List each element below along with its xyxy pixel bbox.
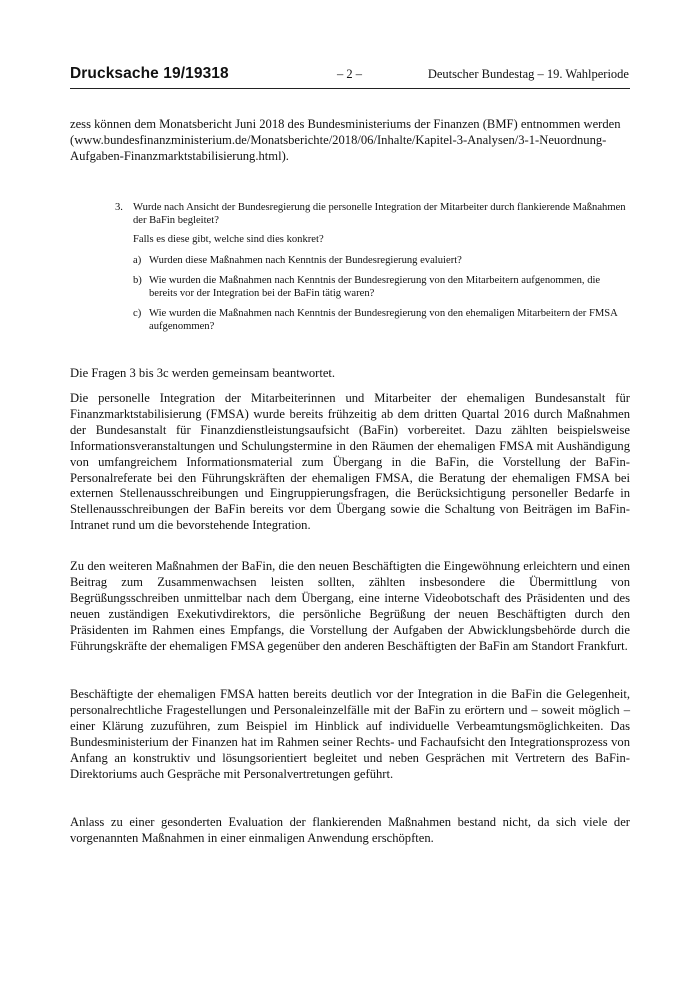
answer-paragraph: [70, 559, 630, 654]
question-block: [115, 201, 630, 334]
parliament-label: Deutscher Bundestag – 19. Wahlperiode: [427, 67, 629, 81]
question-item-letter: c): [133, 308, 142, 320]
document-number-value: 19318: [185, 65, 229, 82]
answer-paragraph: [70, 687, 630, 782]
header-rule: [70, 88, 630, 89]
answer-paragraph-text: Anlass zu einer gesonderten Evaluation der flankierenden Maßnahmen bestand nicht, da sich viele der vorgenannten Maßnahmen in einer einmaligen Anwendung erschöpften.: [70, 815, 630, 845]
question-followup: Falls es diese gibt, welche sind dies konkret?: [133, 234, 324, 246]
question-item: [115, 274, 630, 300]
page-number: – 2 –: [337, 67, 362, 81]
question-item-letter: b): [133, 274, 142, 286]
question-item: [115, 307, 630, 333]
document-number: [70, 65, 229, 83]
intro-paragraph: zess können dem Monatsbericht Juni 2018 des Bundesministeriums der Finanzen (BMF) entnommen werden (www.bundesfinanzministerium.de/Monatsberichte/2018/06/Inhalte/Kapitel-3-Analysen/3-1-Neuordnung-Aufgaben-Finanzmarktstabilisierung.html).: [70, 117, 621, 163]
question-item-text: Wurden diese Maßnahmen nach Kenntnis der Bundesregierung evaluiert?: [149, 254, 462, 266]
intro-text: [70, 117, 630, 165]
question-main: [115, 201, 630, 227]
question-number: 3.: [115, 202, 123, 213]
question-item: [115, 254, 630, 267]
answer-paragraph-text: Zu den weiteren Maßnahmen der BaFin, die den neuen Beschäftigten die Eingewöhnung erleichtern und einen Beitrag zum Zusammenwachsen leisten sollten, zählten insbesondere die Übermittlung von Begrüßungsschreiben unmittelbar nach dem Übergang, eine interne Videobotschaft des Präsidenten und des neuen zuständigen Exekutivdirektors, die persönliche Begrüßung der neuen Beschäftigten durch den Präsidenten im Rahmen eines Empfangs, die Vorstellung der Aufgaben der Abwicklungsbehörde durch die Führungskräfte der ehemaligen FMSA gegenüber den anderen Beschäftigten der BaFin am Standort Frankfurt.: [70, 559, 630, 653]
answer-paragraph: [70, 391, 630, 534]
answer-paragraph: [70, 815, 630, 847]
answer-paragraph-text: Beschäftigte der ehemaligen FMSA hatten bereits deutlich vor der Integration in die BaFin die Gelegenheit, personalrechtliche Fragestellungen und Personaleinzelfälle mit der BaFin zu erörtern und – soweit möglich – einer Klärung zuzuführen, zum Beispiel im Hinblick auf individuelle Verbeamtungsmöglichkeiten. Das Bundesministerium der Finanzen hat im Rahmen seiner Rechts- und Fachaufsicht den Integrationsprozess von Anfang an konstruktiv und lösungsorientiert begleitet und neben Gesprächen mit Vertretern des BaFin-Direktoriums auch Gespräche mit Personalvertretungen geführt.: [70, 687, 630, 781]
answer-paragraph-text: Die personelle Integration der Mitarbeiterinnen und Mitarbeiter der ehemaligen Bundesanstalt für Finanzmarktstabilisierung (FMSA) wurde bereits frühzeitig ab dem dritten Quartal 2016 durch Maßnahmen der Bundesanstalt für Finanzdienstleistungsaufsicht (BaFin) vorbereitet. Dazu zählten beispielsweise Informationsveranstaltungen und Schulungstermine in den Räumen der ehemaligen FMSA mit Aushändigung von umfangreichem Informationsmaterial zum Übergang in die BaFin, die Vorstellung der BaFin-Personalreferate bei den Führungskräften der ehemaligen FMSA, die Beratung der ehemaligen FMSA bei externen Stellenausschreibungen und Eingruppierungsfragen, die Berücksichtigung personeller Bedarfe in Stellenausschreibungen der BaFin bereits vor dem Übergang sowie die Schaltung von Beiträgen im BaFin-Intranet rund um die bevorstehende Integration.: [70, 391, 630, 533]
question-item-letter: a): [133, 254, 142, 266]
question-item-text: Wie wurden die Maßnahmen nach Kenntnis der Bundesregierung von den Mitarbeitern aufgenommen, die bereits vor der Integration bei der BaFin tätig waren?: [149, 274, 601, 300]
question-item-text: Wie wurden die Maßnahmen nach Kenntnis der Bundesregierung von den ehemaligen Mitarbeitern der FMSA aufgenommen?: [149, 308, 618, 333]
answer-intro: Die Fragen 3 bis 3c werden gemeinsam beantwortet.: [70, 366, 336, 380]
document-label: Drucksache 19/: [70, 65, 186, 82]
question-text: Wurde nach Ansicht der Bundesregierung die personelle Integration der Mitarbeiter durch flankierende Maßnahmen der BaFin begleitet?: [133, 202, 626, 227]
